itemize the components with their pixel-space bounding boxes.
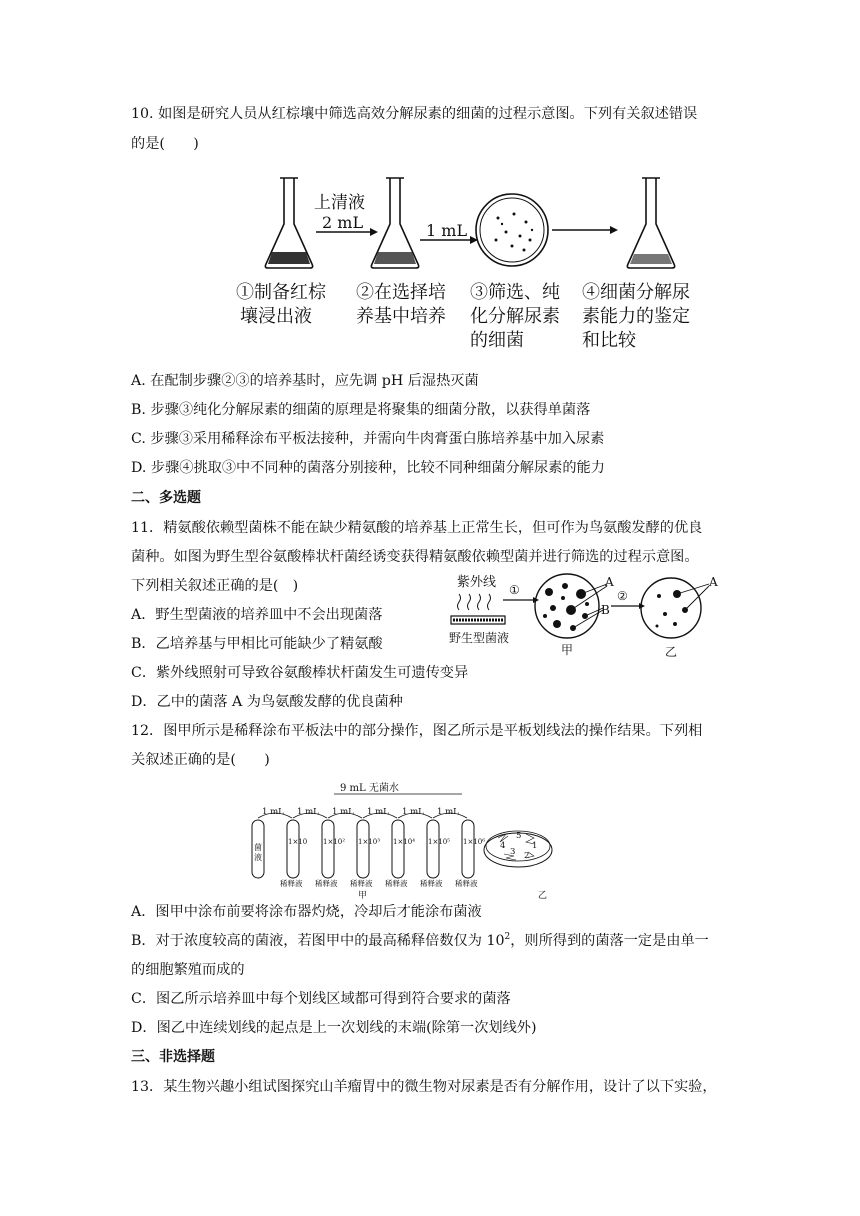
step1-label-l1: ①制备红棕	[236, 282, 326, 303]
q10-option-d: D. 步骤④挑取③中不同种的菌落分别接种，比较不同种细菌分解尿素的能力	[131, 460, 605, 476]
step1-label-l2: 壤浸出液	[240, 306, 312, 327]
tube0-label-l2: 液	[254, 853, 262, 862]
zone-5: 5	[516, 831, 522, 841]
tube0-label-l1: 菌	[254, 843, 262, 852]
q11-stem-line1: 11．精氨酸依赖型菌株不能在缺少精氨酸的培养基上正常生长，但可作为鸟氨酸发酵的优良	[131, 520, 703, 536]
diluent-label-5: 稀释液	[420, 879, 443, 888]
dilution-3: 1×10³	[358, 838, 381, 846]
step1-marker: ①	[509, 583, 520, 597]
diluent-label-2: 稀释液	[315, 879, 338, 888]
arrow1-top-label: 上清液	[314, 193, 365, 213]
q12-option-b-text: B．对于浓度较高的菌液，若图甲中的最高稀释倍数仅为 10	[131, 933, 505, 949]
label-A-yi: A	[709, 575, 718, 589]
petri-dish	[476, 194, 548, 266]
section-heading-multiple-choice: 二、多选题	[131, 490, 201, 506]
transfer-label-2: 1 mL	[297, 807, 319, 817]
q10-option-c: C. 步骤③采用稀释涂布平板法接种，并需向牛肉膏蛋白胨培养基中加入尿素	[131, 431, 605, 447]
dish-jia	[535, 574, 614, 638]
step2-label-l2: 养基中培养	[356, 306, 446, 327]
q10-figure	[230, 172, 730, 360]
q12-option-d: D．图乙中连续划线的起点是上一次划线的末端(除第一次划线外)	[131, 1020, 537, 1036]
transfer-label-3: 1 mL	[332, 807, 354, 817]
q10-stem-line2: 的是( )	[131, 136, 199, 152]
zone-1: 1	[532, 841, 538, 851]
streak-plate	[484, 831, 552, 867]
q12-figure	[242, 780, 562, 900]
transfer-label-1: 1 mL	[262, 807, 284, 817]
arrow2-label: 1 mL	[426, 221, 468, 240]
q11-stem-line2: 菌种。如图为野生型谷氨酸棒状杆菌经诱变获得精氨酸依赖型菌并进行筛选的过程示意图。	[131, 549, 699, 565]
sterile-water-label: 9 mL 无菌水	[340, 783, 399, 794]
wild-type-label: 野生型菌液	[449, 631, 510, 645]
dilution-6: 1×10⁶	[463, 838, 486, 846]
flask-3	[627, 178, 674, 268]
uv-label: 紫外线	[457, 575, 497, 590]
dish-jia-label: 甲	[561, 643, 574, 657]
q10-stem-line1: 10. 如图是研究人员从红棕壤中筛选高效分解尿素的细菌的过程示意图。下列有关叙述错误	[131, 106, 698, 122]
step2-label-l1: ②在选择培	[356, 282, 446, 303]
section-heading-non-choice: 三、非选择题	[131, 1049, 215, 1065]
label-A-jia: A	[605, 575, 614, 589]
test-tubes	[252, 820, 474, 878]
q11-option-c: C．紫外线照射可导致谷氨酸棒状杆菌发生可遗传变异	[131, 665, 469, 681]
q12-option-c: C．图乙所示培养皿中每个划线区域都可得到符合要求的菌落	[131, 991, 511, 1007]
transfer-label-5: 1 mL	[402, 807, 424, 817]
flask-1	[265, 178, 312, 268]
fig-jia-label: 甲	[358, 891, 368, 900]
q12-stem-line2: 关叙述正确的是( )	[131, 752, 270, 768]
arrow1-bottom-label: 2 mL	[322, 213, 364, 232]
flask-2	[371, 178, 418, 268]
zone-4: 4	[500, 841, 506, 851]
step4-label-l2: 素能力的鉴定	[582, 306, 690, 327]
q10-option-b: B. 步骤③纯化分解尿素的细菌的原理是将聚集的细菌分散，以获得单菌落	[131, 402, 591, 418]
diluent-label-6: 稀释液	[455, 879, 478, 888]
dilution-1: 1×10	[288, 838, 308, 846]
q12-option-b-line1	[131, 931, 709, 951]
dilution-4: 1×10⁴	[393, 838, 416, 846]
dilution-5: 1×10⁵	[428, 838, 451, 846]
uv-rays-icon	[458, 594, 491, 610]
q11-figure	[445, 570, 735, 690]
zone-2: 2	[524, 851, 530, 861]
q13-stem-line1: 13．某生物兴趣小组试图探究山羊瘤胃中的微生物对尿素是否有分解作用，设计了以下实验，	[131, 1079, 717, 1095]
step3-label-l3: 的细菌	[470, 330, 524, 351]
step4-label-l3: 和比较	[582, 330, 636, 351]
q11-option-a: A．野生型菌液的培养皿中不会出现菌落	[131, 607, 383, 623]
q12-option-b-exponent: 2	[504, 932, 511, 942]
transfer-label-6: 1 mL	[437, 807, 459, 817]
label-B-jia: B	[601, 603, 610, 617]
diluent-label-1: 稀释液	[280, 879, 303, 888]
step2-marker: ②	[617, 589, 628, 603]
dish-yi-label: 乙	[665, 645, 678, 659]
step4-label-l1: ④细菌分解尿	[582, 282, 690, 303]
step3-label-l2: 化分解尿素	[470, 306, 560, 327]
dilution-2: 1×10²	[323, 838, 346, 846]
q11-option-d: D．乙中的菌落 A 为鸟氨酸发酵的优良菌种	[131, 694, 403, 710]
transfer-label-4: 1 mL	[367, 807, 389, 817]
q10-option-a: A. 在配制步骤②③的培养基时，应先调 pH 后湿热灭菌	[131, 373, 479, 389]
zone-3: 3	[510, 847, 516, 857]
q12-stem-line1: 12．图甲所示是稀释涂布平板法中的部分操作，图乙所示是平板划线法的操作结果。下列相	[131, 723, 703, 739]
fig-yi-label: 乙	[538, 891, 548, 900]
diluent-label-3: 稀释液	[350, 879, 373, 888]
q12-option-b-text-cont: ，则所得到的菌落一定是由单一	[510, 933, 709, 949]
q12-option-b-line2: 的细胞繁殖而成的	[131, 962, 245, 978]
step3-label-l1: ③筛选、纯	[470, 282, 560, 303]
dish-yi	[641, 575, 718, 638]
q12-option-a: A．图甲中涂布前要将涂布器灼烧，冷却后才能涂布菌液	[131, 904, 482, 920]
q11-option-b: B．乙培养基与甲相比可能缺少了精氨酸	[131, 636, 383, 652]
diluent-label-4: 稀释液	[385, 879, 408, 888]
q11-stem-line3: 下列相关叙述正确的是( )	[131, 578, 299, 594]
